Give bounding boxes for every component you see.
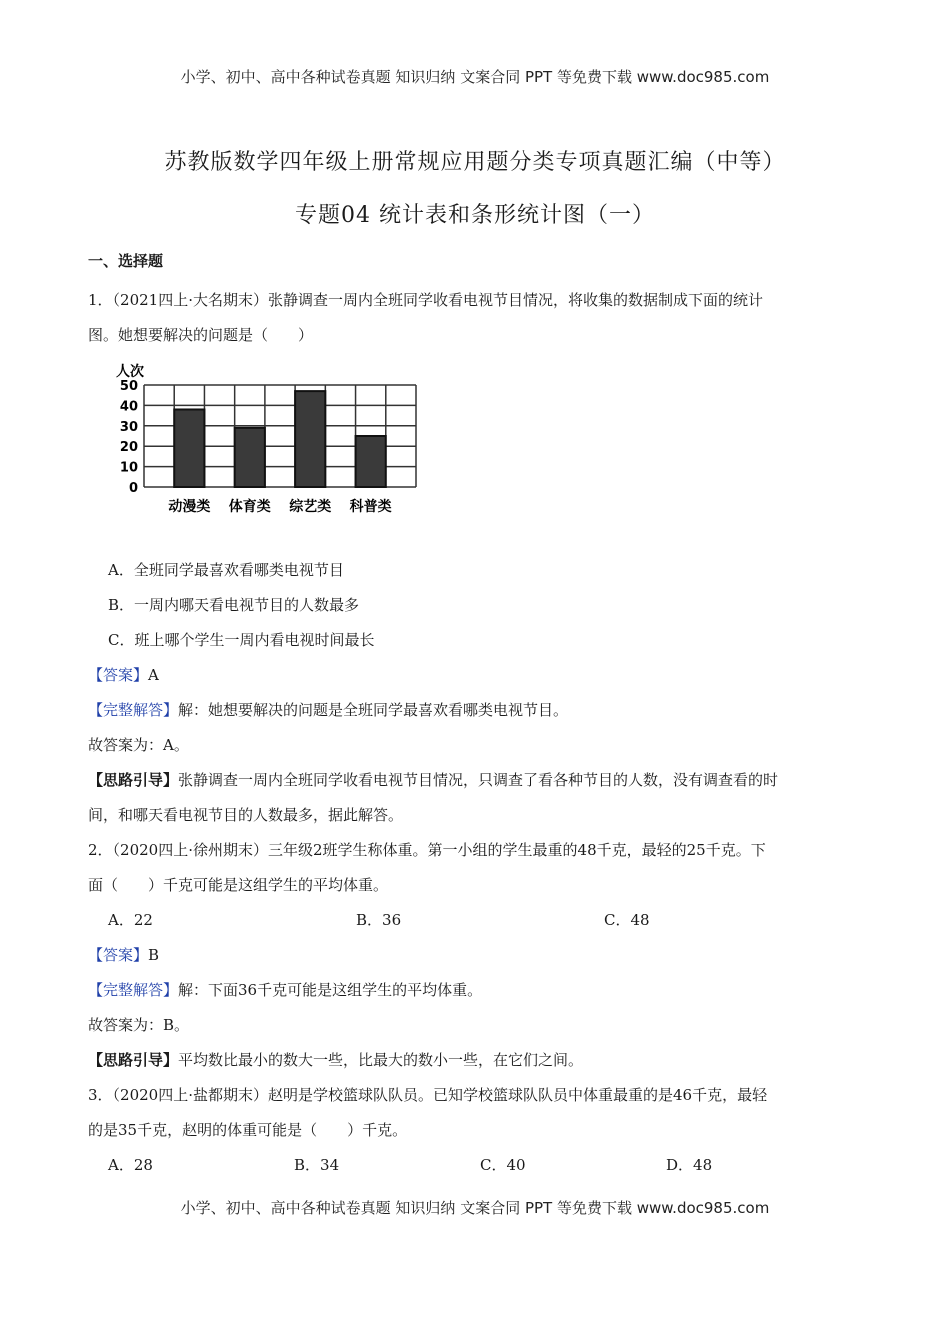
hint-text: 平均数比最小的数大一些，比最大的数小一些，在它们之间。 — [178, 1051, 584, 1069]
y-axis-label: 人次 — [116, 364, 144, 380]
solution-text: 解：她想要解决的问题是全班同学最喜欢看哪类电视节目。 — [178, 701, 569, 719]
document-subtitle: 专题04 统计表和条形统计图（一） — [295, 203, 655, 228]
bar-chart-svg — [108, 361, 428, 551]
q2-solution — [88, 973, 863, 1008]
x-tick-label: 综艺类 — [289, 499, 332, 515]
document-body — [88, 250, 863, 1183]
solution-tag: 【完整解答】 — [88, 981, 179, 999]
q3-options — [88, 1148, 863, 1183]
q2-option-a: A．22 — [108, 911, 153, 929]
q1-option-b: B．一周内哪天看电视节目的人数最多 — [108, 596, 360, 614]
q3-stem-cont: 的是35千克，赵明的体重可能是（ ）千克。 — [88, 1121, 408, 1139]
q3-option-d: D．48 — [666, 1156, 713, 1174]
x-tick-label: 体育类 — [228, 499, 271, 515]
answer-value: B — [148, 946, 160, 964]
q2-option-c: C．48 — [604, 911, 650, 929]
y-tick-label: 20 — [119, 440, 138, 456]
q2-option-b: B．36 — [356, 911, 402, 929]
answer-tag: 【答案】 — [88, 946, 149, 964]
q3-stem: 3．（2020四上·盐都期末）赵明是学校篮球队队员。已知学校篮球队队员中体重最重的是46千克，最轻 — [88, 1086, 768, 1104]
answer-tag: 【答案】 — [88, 666, 149, 684]
q1-solution — [88, 693, 863, 728]
q1-option-c: C．班上哪个学生一周内看电视时间最长 — [108, 631, 375, 649]
document-title: 苏教版数学四年级上册常规应用题分类专项真题汇编（中等） — [164, 150, 786, 175]
x-tick-label: 科普类 — [349, 499, 392, 515]
q2-answer — [88, 938, 863, 973]
answer-value: A — [148, 666, 159, 684]
y-tick-label: 0 — [128, 481, 138, 496]
x-tick-label: 动漫类 — [168, 499, 211, 515]
q2-conclusion: 故答案为：B。 — [88, 1016, 190, 1034]
q3-option-a: A．28 — [108, 1156, 153, 1174]
q1-stem: 1．（2021四上·大名期末）张静调查一周内全班同学收看电视节目情况，将收集的数据制成下面的统计 — [88, 291, 763, 309]
y-tick-label: 50 — [119, 379, 138, 394]
y-tick-label: 10 — [119, 460, 138, 476]
bar-综艺类 — [295, 391, 325, 487]
bar-科普类 — [356, 436, 386, 487]
q1-conclusion: 故答案为：A。 — [88, 736, 189, 754]
q2-options — [88, 903, 863, 938]
solution-text: 解：下面36千克可能是这组学生的平均体重。 — [178, 981, 483, 999]
q1-stem-cont: 图。她想要解决的问题是（ ） — [88, 326, 314, 344]
bar-体育类 — [235, 428, 265, 487]
y-tick-label: 30 — [119, 419, 138, 435]
bar-chart — [88, 353, 863, 553]
section-heading: 一、选择题 — [88, 252, 164, 270]
q1-hint-cont: 间，和哪天看电视节目的人数最多，据此解答。 — [88, 806, 404, 824]
q2-hint — [88, 1043, 863, 1078]
q3-option-b: B．34 — [294, 1156, 340, 1174]
q1-option-a: A．全班同学最喜欢看哪类电视节目 — [108, 561, 344, 579]
q2-stem-cont: 面（ ）千克可能是这组学生的平均体重。 — [88, 876, 389, 894]
footer-banner: 小学、初中、高中各种试卷真题 知识归纳 文案合同 PPT 等免费下载 www.doc985.com — [180, 1199, 770, 1217]
bar-动漫类 — [174, 409, 204, 487]
hint-text: 张静调查一周内全班同学收看电视节目情况，只调查了看各种节目的人数，没有调查看的时 — [178, 771, 779, 789]
q3-option-c: C．40 — [480, 1156, 526, 1174]
hint-tag: 【思路引导】 — [88, 771, 179, 789]
header-banner: 小学、初中、高中各种试卷真题 知识归纳 文案合同 PPT 等免费下载 www.doc985.com — [180, 68, 770, 86]
solution-tag: 【完整解答】 — [88, 701, 179, 719]
y-tick-label: 40 — [119, 399, 138, 415]
q1-hint — [88, 763, 863, 798]
hint-tag: 【思路引导】 — [88, 1051, 179, 1069]
q1-answer — [88, 658, 863, 693]
q2-stem: 2．（2020四上·徐州期末）三年级2班学生称体重。第一小组的学生最重的48千克，最轻的25千克。下 — [88, 841, 766, 859]
